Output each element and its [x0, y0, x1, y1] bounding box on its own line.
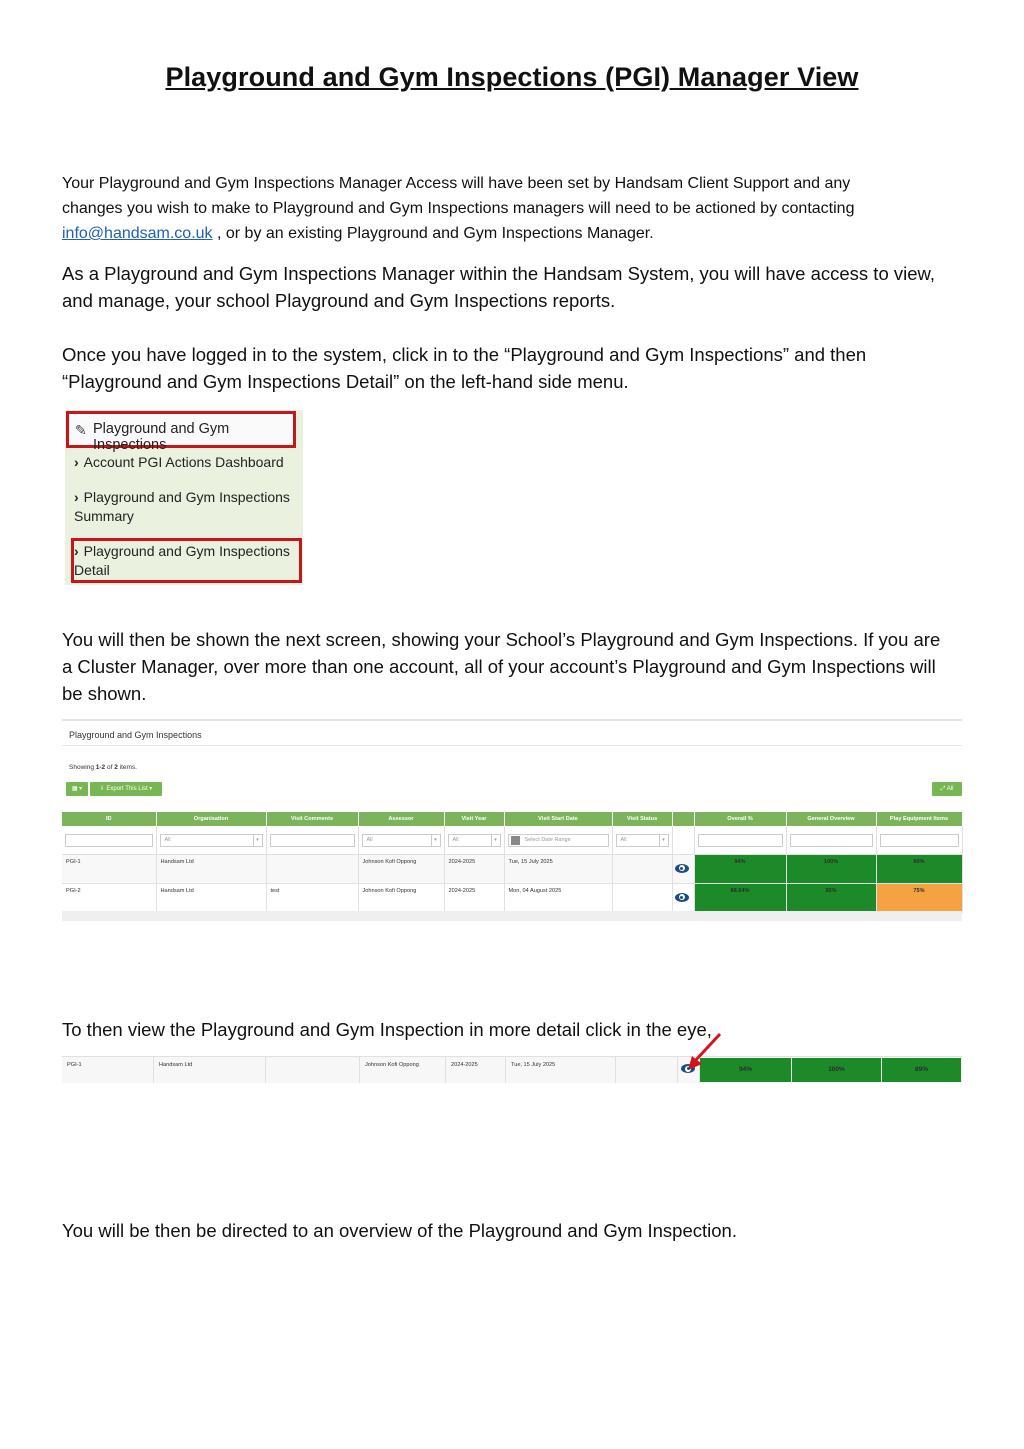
page-title: Playground and Gym Inspections (PGI) Manager View — [165, 62, 859, 92]
strip-overall: 94% — [700, 1058, 792, 1082]
table-row: PGI-1 Handsam Ltd Johnson Kofi Oppong 2024-2025 Tue, 15 July 2025 94% 100% 89% — [62, 855, 962, 884]
col-organisation[interactable]: Organisation — [156, 812, 266, 826]
chevron-right-icon: › — [74, 454, 79, 470]
menu-item-dashboard[interactable]: › Account PGI Actions Dashboard — [74, 454, 284, 470]
caret-down-icon: ▾ — [431, 835, 440, 846]
eye-icon — [675, 864, 689, 873]
general-filter-input[interactable] — [790, 834, 873, 847]
organisation-filter-select[interactable]: All ▾ — [160, 834, 263, 847]
inspection-row-screenshot — [62, 1056, 962, 1083]
visit-year-filter-select[interactable]: All ▾ — [448, 834, 501, 847]
strip-comments — [266, 1057, 360, 1083]
inspections-screen-screenshot — [62, 719, 962, 921]
date-range-filter-input[interactable]: Select Date Range — [508, 834, 609, 847]
col-visit-year[interactable]: Visit Year — [444, 812, 504, 826]
menu-header-highlight[interactable] — [66, 411, 296, 453]
inspections-table — [62, 812, 963, 913]
screen-title: Playground and Gym Inspections — [69, 730, 202, 740]
col-visit-status[interactable]: Visit Status — [612, 812, 672, 826]
menu-item-detail[interactable]: › Playground and Gym Inspections Detail — [74, 543, 290, 578]
caret-down-icon: ▾ — [659, 835, 668, 846]
grid-toggle-button[interactable]: ▦ ▾ — [66, 782, 88, 796]
export-list-button[interactable]: ⇩ Export This List ▾ — [90, 782, 162, 796]
intro-line-3: , or by an existing Playground and Gym Inspections Manager. — [212, 225, 654, 242]
login-line-2: “Playground and Gym Inspections Detail” on the left-hand side menu. — [62, 371, 629, 392]
id-filter-input[interactable] — [65, 834, 153, 847]
eye-icon — [675, 893, 689, 902]
col-id[interactable]: ID — [62, 812, 156, 826]
play-filter-input[interactable] — [880, 834, 959, 847]
table-header-row — [62, 812, 962, 826]
menu-detail-highlight — [71, 538, 302, 583]
next-screen-paragraph — [62, 626, 1002, 707]
col-visit-start-date[interactable]: Visit Start Date — [504, 812, 612, 826]
calendar-icon — [511, 836, 520, 845]
intro-line-1: Your Playground and Gym Inspections Manager Access will have been set by Handsam Client Support and any — [62, 175, 851, 192]
showing-count: Showing 1-2 of 2 items. — [69, 764, 137, 771]
menu-header-label: Playground and Gym Inspections — [93, 421, 230, 453]
filter-row — [62, 826, 962, 855]
col-assessor[interactable]: Assessor — [358, 812, 444, 826]
strip-status — [616, 1057, 678, 1083]
show-all-button[interactable]: ⤢ All — [932, 782, 962, 796]
strip-assessor: Johnson Kofi Oppong — [360, 1057, 446, 1083]
strip-general: 100% — [792, 1058, 882, 1082]
chevron-right-icon: › — [74, 489, 79, 505]
strip-start-date: Tue, 15 July 2025 — [506, 1057, 616, 1083]
table-footer — [62, 911, 962, 921]
overall-filter-input[interactable] — [698, 834, 783, 847]
manager-line-2: and manage, your school Playground and Gym Inspections reports. — [62, 290, 616, 311]
assessor-filter-select[interactable]: All ▾ — [362, 834, 441, 847]
col-actions — [672, 812, 694, 826]
intro-line-2: changes you wish to make to Playground and Gym Inspections managers will need to be actioned by contacting — [62, 200, 855, 217]
view-eye-button[interactable] — [672, 855, 694, 884]
final-paragraph: You will be then be directed to an overview of the Playground and Gym Inspection. — [62, 1220, 737, 1241]
intro-paragraph — [62, 171, 972, 246]
strip-organisation: Handsam Ltd — [154, 1057, 266, 1083]
table-row: PGI-2 Handsam Ltd test Johnson Kofi Oppong 2024-2025 Mon, 04 August 2025 88.64% 95% 75% — [62, 884, 962, 913]
login-line-1: Once you have logged in to the system, click in to the “Playground and Gym Inspections” and then — [62, 344, 867, 365]
next-line-1: You will then be shown the next screen, showing your School’s Playground and Gym Inspections. If you are — [62, 629, 941, 650]
strip-play: 89% — [882, 1058, 962, 1082]
chevron-right-icon: › — [74, 543, 79, 559]
caret-down-icon: ▾ — [491, 835, 500, 846]
view-eye-button[interactable] — [672, 884, 694, 913]
col-overall[interactable]: Overall % — [694, 812, 786, 826]
login-paragraph — [62, 341, 982, 395]
next-line-3: be shown. — [62, 683, 147, 704]
col-play-equipment[interactable]: Play Equipment Items — [876, 812, 962, 826]
manager-line-1: As a Playground and Gym Inspections Manager within the Handsam System, you will have access to view, — [62, 263, 936, 284]
pencil-icon: ✎ — [75, 422, 87, 438]
strip-id: PGI-1 — [62, 1057, 154, 1083]
manager-paragraph — [62, 260, 982, 314]
col-general-overview[interactable]: General Overview — [786, 812, 876, 826]
next-line-2: a Cluster Manager, over more than one account, all of your account’s Playground and Gym Inspections will — [62, 656, 936, 677]
col-visit-comments[interactable]: Visit Comments — [266, 812, 358, 826]
support-email-link[interactable]: info@handsam.co.uk — [62, 225, 213, 242]
eye-paragraph: To then view the Playground and Gym Inspection in more detail click in the eye, — [62, 1019, 712, 1040]
visit-status-filter-select[interactable]: All ▾ — [616, 834, 669, 847]
caret-down-icon: ▾ — [253, 835, 262, 846]
comments-filter-input[interactable] — [270, 834, 355, 847]
divider — [62, 745, 962, 746]
menu-item-summary[interactable]: › Playground and Gym Inspections Summary — [74, 489, 290, 524]
strip-year: 2024-2025 — [446, 1057, 506, 1083]
